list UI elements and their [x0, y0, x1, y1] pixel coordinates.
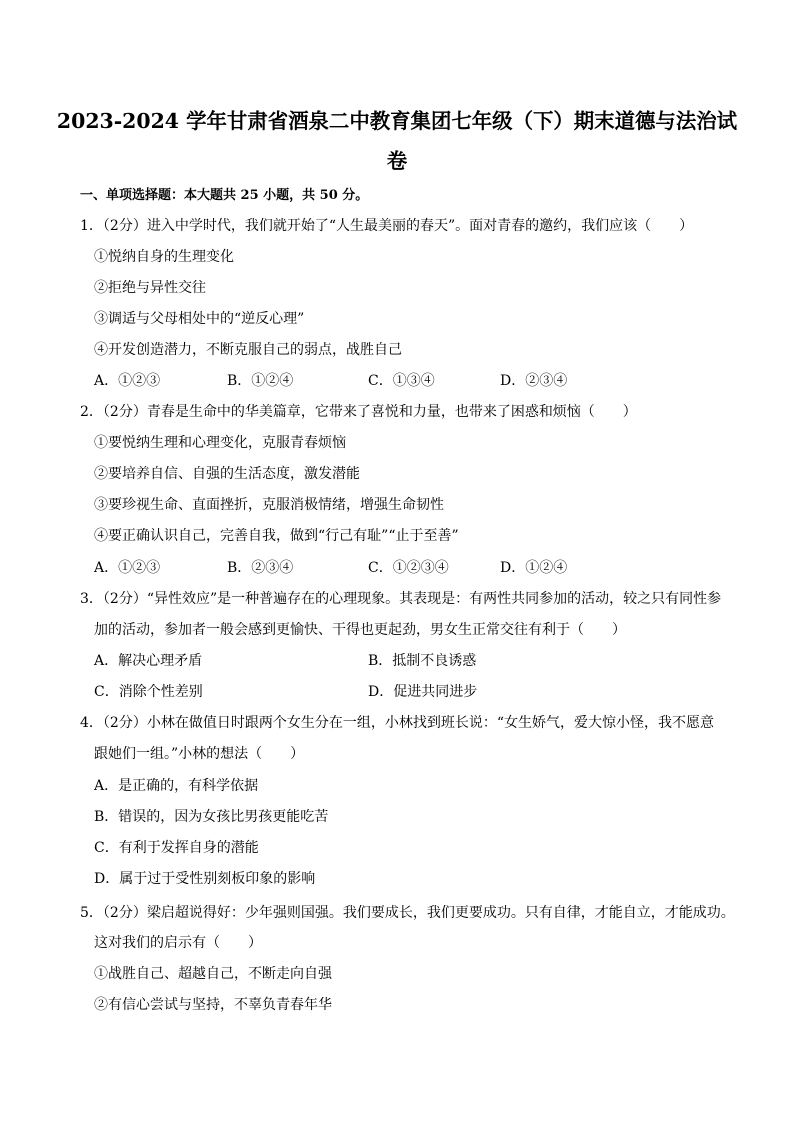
question-3-stem-line2: 加的活动，参加者一般会感到更愉快、干得也更起劲，男女生正常交往有利于（ ）	[94, 622, 626, 638]
option-d: D．属于过于受性别刻板印象的影响	[94, 871, 316, 887]
question-2-item: ④要正确认识自己，完善自我，做到“行己有耻”“止于至善”	[94, 528, 459, 544]
option-b: B．②③④	[227, 560, 294, 576]
option-a: A．是正确的，有科学依据	[94, 778, 259, 794]
question-5-item: ①战胜自己、超越自己，不断走向自强	[94, 966, 332, 982]
question-1-stem: 1．（2分）进入中学时代，我们就开始了“人生最美丽的春天”。面对青春的邀约，我们应该（ ）	[80, 218, 694, 234]
question-1-item: ②拒绝与异性交往	[94, 280, 206, 296]
question-2-stem: 2．（2分）青春是生命中的华美篇章，它带来了喜悦和力量，也带来了困惑和烦恼（ ）	[80, 404, 637, 420]
question-4-stem-line2: 跟她们一组。”小林的想法（ ）	[94, 746, 305, 762]
question-2-item: ③要珍视生命、直面挫折，克服消极情绪，增强生命韧性	[94, 497, 444, 513]
question-4-stem-line1: 4．（2分）小林在做值日时跟两个女生分在一组，小林找到班长说：“女生娇气，爱大惊小怪，我不愿意	[80, 715, 714, 731]
option-a: A．①②③	[94, 560, 161, 576]
section-heading: 一、单项选择题：本大题共 25 小题，共 50 分。	[80, 188, 369, 203]
option-a: A．解决心理矛盾	[94, 653, 203, 669]
option-b: B．①②④	[227, 373, 294, 389]
option-b: B．错误的，因为女孩比男孩更能吃苦	[94, 809, 329, 825]
option-b: B．抵制不良诱惑	[368, 653, 477, 669]
question-2-item: ②要培养自信、自强的生活态度，激发潜能	[94, 466, 360, 482]
option-c: C．①②③④	[368, 560, 449, 576]
question-5-stem-line2: 这对我们的启示有（ ）	[94, 935, 262, 951]
option-d: D．②③④	[500, 373, 568, 389]
option-c: C．①③④	[368, 373, 435, 389]
question-5-item: ②有信心尝试与坚持，不辜负青春年华	[94, 997, 332, 1013]
question-3-stem-line1: 3．（2分）“异性效应”是一种普遍存在的心理现象。其表现是：有两性共同参加的活动，较之只有同性参	[80, 591, 722, 607]
question-1-item: ①悦纳自身的生理变化	[94, 249, 234, 265]
question-1-item: ④开发创造潜力，不断克服自己的弱点，战胜自己	[94, 342, 402, 358]
question-5-stem-line1: 5．（2分）梁启超说得好：少年强则国强。我们要成长，我们更要成功。只有自律，才能自立，才能成功。	[80, 905, 735, 921]
page-title-line2: 卷	[386, 149, 408, 173]
option-c: C．有利于发挥自身的潜能	[94, 840, 259, 856]
option-d: D．①②④	[500, 560, 568, 576]
page-title-line1: 2023-2024 学年甘肃省酒泉二中教育集团七年级（下）期末道德与法治试	[56, 109, 738, 133]
option-c: C．消除个性差别	[94, 684, 203, 700]
question-2-item: ①要悦纳生理和心理变化，克服青春烦恼	[94, 435, 346, 451]
option-d: D．促进共同进步	[368, 684, 478, 700]
option-a: A．①②③	[94, 373, 161, 389]
question-1-item: ③调适与父母相处中的“逆反心理”	[94, 311, 305, 327]
